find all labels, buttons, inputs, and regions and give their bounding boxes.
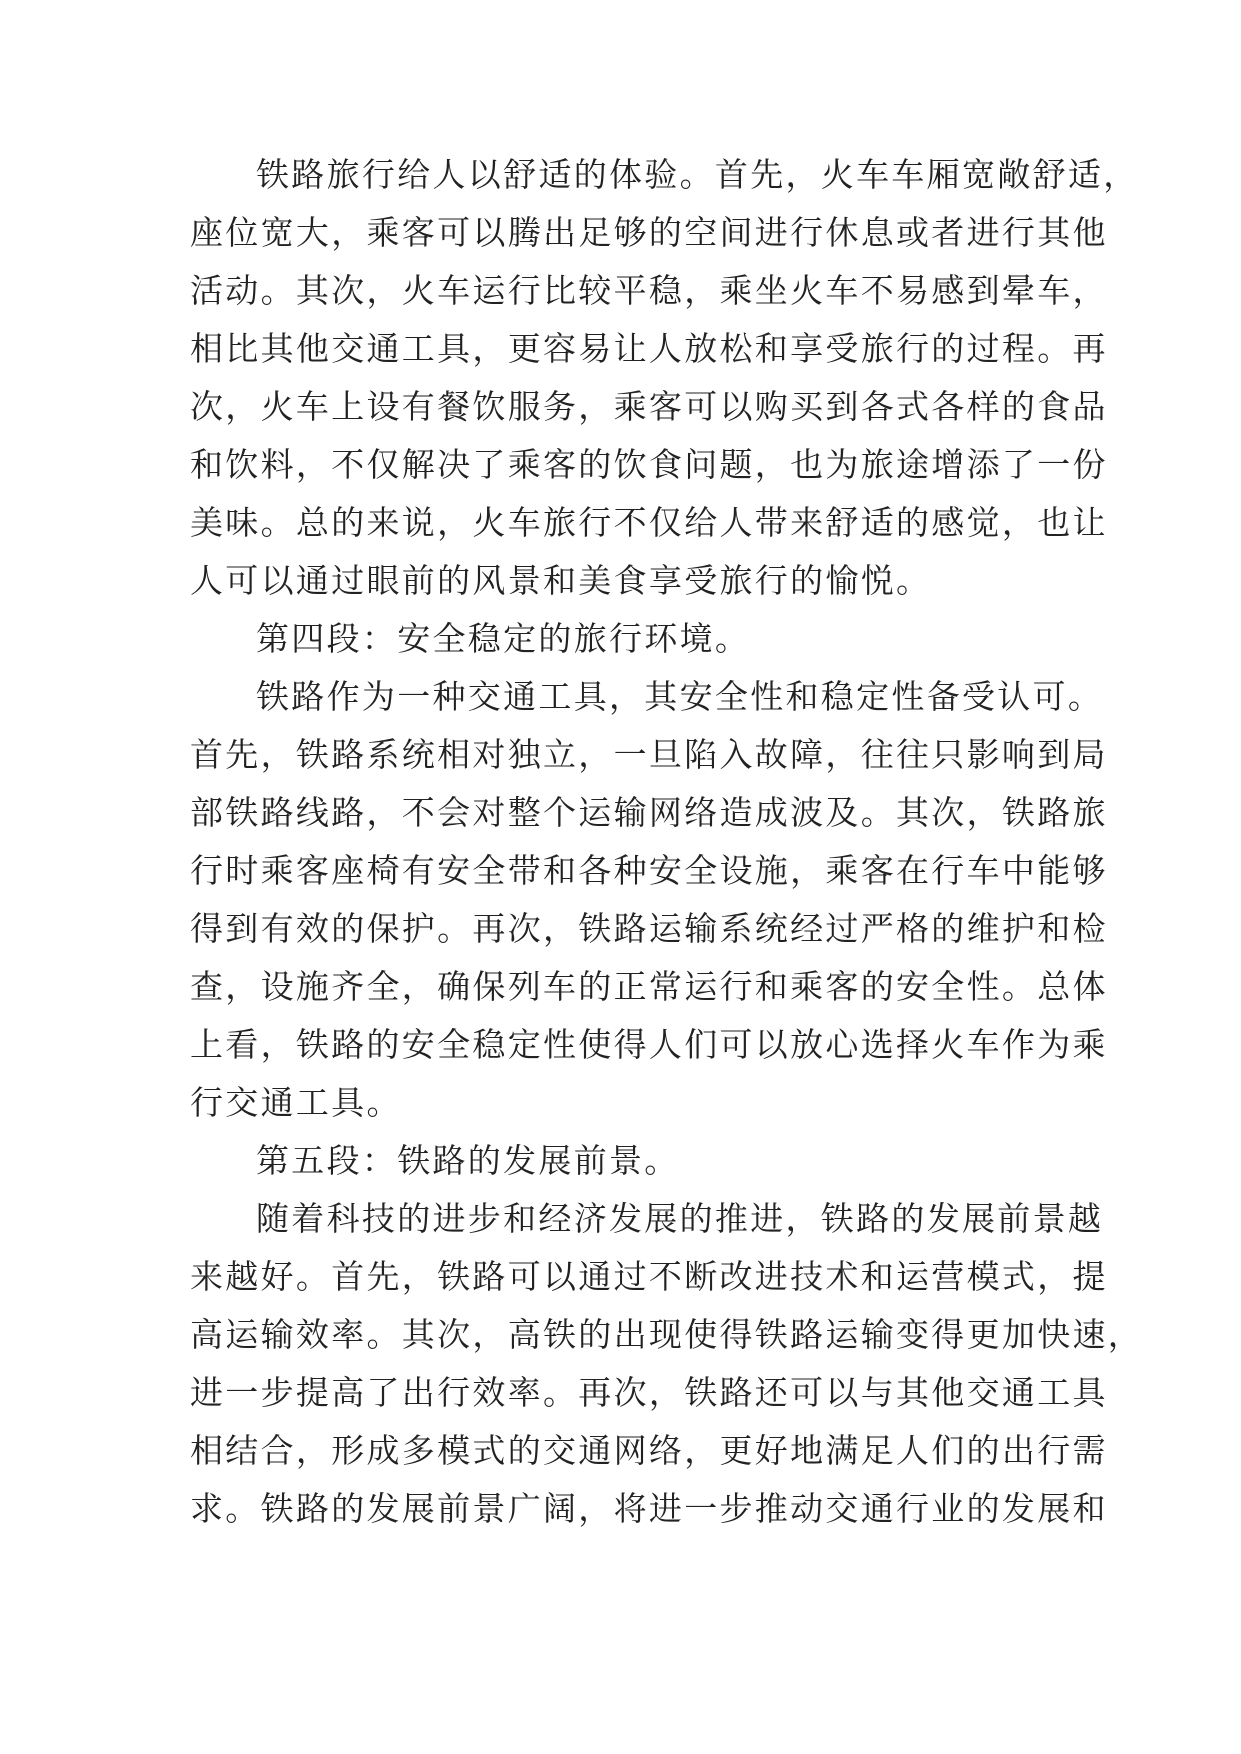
text-line: 铁路作为一种交通工具，其安全性和稳定性备受认可。 xyxy=(256,677,1104,716)
text-line: 和饮料，不仅解决了乘客的饮食问题，也为旅途增添了一份 xyxy=(190,445,1108,484)
text-line: 进一步提高了出行效率。再次，铁路还可以与其他交通工具 xyxy=(190,1373,1108,1412)
text-line: 相比其他交通工具，更容易让人放松和享受旅行的过程。再 xyxy=(190,329,1108,368)
text-line: 来越好。首先，铁路可以通过不断改进技术和运营模式，提 xyxy=(190,1257,1108,1296)
text-line: 上看，铁路的安全稳定性使得人们可以放心选择火车作为乘 xyxy=(190,1025,1108,1064)
text-line: 随着科技的进步和经济发展的推进，铁路的发展前景越 xyxy=(256,1199,1104,1238)
text-line: 次，火车上设有餐饮服务，乘客可以购买到各式各样的食品 xyxy=(190,387,1108,426)
text-line: 人可以通过眼前的风景和美食享受旅行的愉悦。 xyxy=(190,561,932,600)
text-line: 求。铁路的发展前景广阔，将进一步推动交通行业的发展和 xyxy=(190,1489,1108,1528)
text-line: 活动。其次，火车运行比较平稳，乘坐火车不易感到晕车， xyxy=(190,271,1108,310)
text-line: 座位宽大，乘客可以腾出足够的空间进行休息或者进行其他 xyxy=(190,213,1108,252)
text-line: 查，设施齐全，确保列车的正常运行和乘客的安全性。总体 xyxy=(190,967,1108,1006)
section-heading: 第四段：安全稳定的旅行环境。 xyxy=(256,619,751,658)
text-line: 部铁路线路，不会对整个运输网络造成波及。其次，铁路旅 xyxy=(190,793,1108,832)
text-line: 行时乘客座椅有安全带和各种安全设施，乘客在行车中能够 xyxy=(190,851,1108,890)
section-heading: 第五段：铁路的发展前景。 xyxy=(256,1141,680,1180)
text-line: 美味。总的来说，火车旅行不仅给人带来舒适的感觉，也让 xyxy=(190,503,1108,542)
text-line: 首先，铁路系统相对独立，一旦陷入故障，往往只影响到局 xyxy=(190,735,1108,774)
text-line: 铁路旅行给人以舒适的体验。首先，火车车厢宽敞舒适， xyxy=(256,155,1139,194)
text-line: 高运输效率。其次，高铁的出现使得铁路运输变得更加快速， xyxy=(190,1315,1144,1354)
text-line: 得到有效的保护。再次，铁路运输系统经过严格的维护和检 xyxy=(190,909,1108,948)
text-line: 相结合，形成多模式的交通网络，更好地满足人们的出行需 xyxy=(190,1431,1108,1470)
text-line: 行交通工具。 xyxy=(190,1083,402,1122)
